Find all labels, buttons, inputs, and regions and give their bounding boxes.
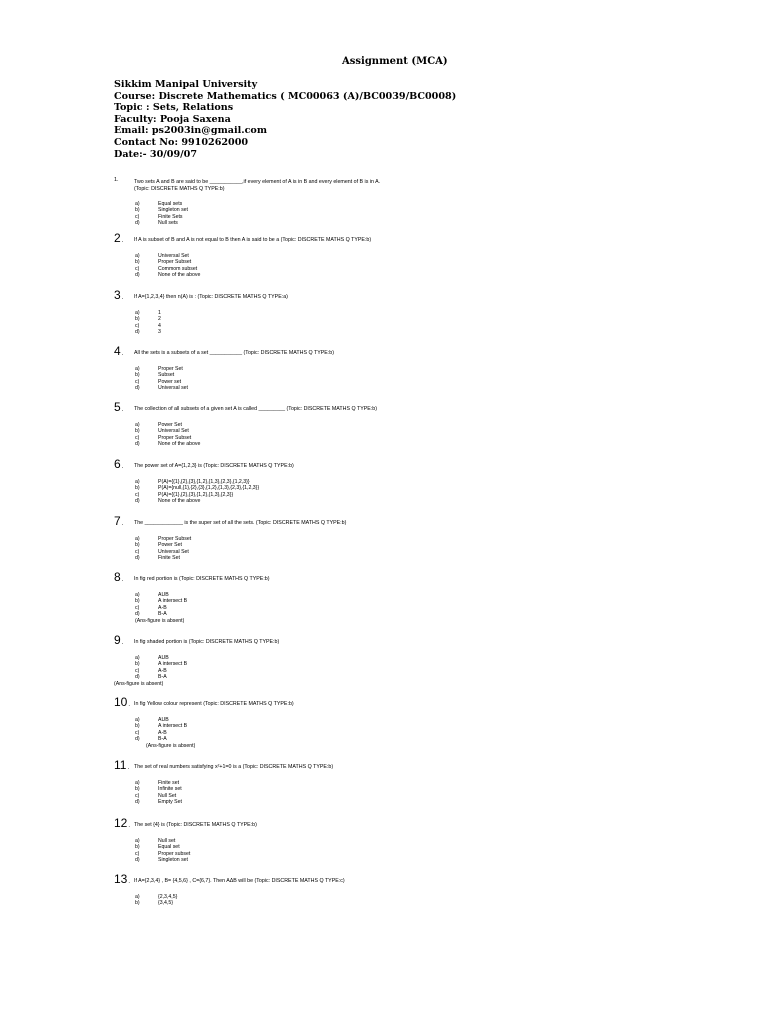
option-list xyxy=(114,592,714,618)
option-row xyxy=(114,498,714,504)
question-item xyxy=(114,346,714,392)
question-text-line: The collection of all subsets of a given set A is called _________ (Topic: DISCRETE MATHS Q TYPE:b) xyxy=(134,406,377,412)
question-number-wrap xyxy=(114,514,123,531)
option-row xyxy=(114,857,714,863)
answer-note: (Ans-figure is absent) xyxy=(135,617,185,624)
question-number-wrap xyxy=(114,695,130,712)
option-row xyxy=(114,385,714,391)
option-text: 2 xyxy=(158,316,161,323)
option-letter: b) xyxy=(135,786,140,793)
option-letter: a) xyxy=(135,479,140,485)
option-text: {2,3,4,5} xyxy=(158,894,178,900)
option-row xyxy=(114,220,714,226)
option-letter: b) xyxy=(135,316,140,323)
option-row xyxy=(114,736,714,742)
question-header xyxy=(114,290,714,306)
option-text: Finite Sets xyxy=(158,213,183,220)
option-letter: c) xyxy=(135,491,140,498)
option-letter: b) xyxy=(135,723,140,730)
topic-line: Topic : Sets, Relations xyxy=(114,102,234,114)
option-text: Proper subset xyxy=(158,850,191,857)
option-row xyxy=(114,674,714,680)
question-number-wrap xyxy=(114,758,129,775)
option-letter: b) xyxy=(135,428,140,435)
option-row xyxy=(114,555,714,561)
option-text: A intersect B xyxy=(158,661,188,668)
question-item xyxy=(114,818,714,864)
option-letter: b) xyxy=(135,542,140,549)
question-number-wrap xyxy=(114,570,123,587)
option-letter: c) xyxy=(135,850,140,857)
question-text xyxy=(134,179,380,192)
option-text: A intersect B xyxy=(158,598,188,605)
faculty-line: Faculty: Pooja Saxena xyxy=(114,113,231,125)
question-header xyxy=(114,572,714,588)
option-text: Infinite set xyxy=(158,786,182,793)
option-letter: a) xyxy=(135,894,140,900)
option-text: Singleton set xyxy=(158,857,188,864)
question-item xyxy=(114,233,714,279)
option-text: None of the above xyxy=(158,272,201,279)
option-list xyxy=(114,894,714,907)
option-letter: b) xyxy=(135,661,140,668)
option-letter: a) xyxy=(135,838,140,844)
question-text xyxy=(134,822,257,829)
question-number-wrap xyxy=(114,457,123,474)
option-text: Proper Subset xyxy=(158,259,192,266)
question-number-wrap xyxy=(114,231,123,248)
option-text: Singleton set xyxy=(158,207,188,214)
question-text xyxy=(134,878,345,885)
question-header xyxy=(114,233,714,249)
question-text-line: The _____________ is the super set of all the sets. (Topic: DISCRETE MATHS Q TYPE:b) xyxy=(134,520,347,526)
option-letter: a) xyxy=(135,366,140,372)
option-text: P(A)={null,{1},{2},{3},{1,2},{1,3},{2,3},{1,2,3}} xyxy=(158,485,260,492)
option-letter: c) xyxy=(135,729,140,736)
question-number-wrap xyxy=(114,872,130,889)
option-text: Power Set xyxy=(158,422,182,428)
option-text: 3 xyxy=(158,329,161,336)
question-number: 4 xyxy=(114,344,121,358)
question-number-wrap xyxy=(114,633,123,650)
date-line: Date:- 30/09/07 xyxy=(114,148,197,160)
question-number-dot: . xyxy=(128,879,131,885)
question-text-line: The set {4} is (Topic: DISCRETE MATHS Q TYPE:b) xyxy=(134,822,257,828)
answer-note: (Ans-figure is absent) xyxy=(114,680,164,687)
question-number-dot: . xyxy=(121,464,124,470)
option-letter: c) xyxy=(135,548,140,555)
option-letter: d) xyxy=(135,329,140,336)
option-letter: a) xyxy=(135,201,140,207)
option-letter: c) xyxy=(135,378,140,385)
option-text: Proper Subset xyxy=(158,434,192,441)
question-header xyxy=(114,874,714,890)
option-text: None of the above xyxy=(158,441,201,448)
option-list xyxy=(114,422,714,448)
question-item xyxy=(114,402,714,448)
option-letter: a) xyxy=(135,592,140,598)
question-item xyxy=(114,874,714,907)
question-header xyxy=(114,175,714,197)
option-letter: d) xyxy=(135,555,140,562)
option-letter: a) xyxy=(135,310,140,316)
option-text: None of the above xyxy=(158,498,201,505)
question-item xyxy=(114,760,714,806)
option-letter: a) xyxy=(135,422,140,428)
question-text xyxy=(134,576,270,583)
option-text: Proper Subset xyxy=(158,536,192,542)
question-item xyxy=(114,516,714,562)
option-letter: d) xyxy=(135,674,140,681)
option-row xyxy=(114,272,714,278)
question-text-line: In fig Yellow colour represent (Topic: DISCRETE MATHS Q TYPE:b) xyxy=(134,701,294,707)
option-letter: c) xyxy=(135,667,140,674)
question-text xyxy=(134,294,288,301)
question-text xyxy=(134,350,334,357)
option-letter: b) xyxy=(135,844,140,851)
option-row xyxy=(114,611,714,617)
option-text: Universal Set xyxy=(158,548,189,555)
option-text: Empty Set xyxy=(158,799,182,806)
option-list xyxy=(114,717,714,743)
question-text-line: If A={1,2,3,4} then n(A) is : (Topic: DISCRETE MATHS Q TYPE:a) xyxy=(134,294,288,300)
option-text: A-B xyxy=(158,729,167,736)
question-text-line: The set of real numbers satisfying x²+1=0 is a (Topic: DISCRETE MATHS Q TYPE:b) xyxy=(134,764,334,770)
option-list xyxy=(114,479,714,505)
question-text xyxy=(134,701,294,708)
question-item xyxy=(114,175,714,227)
question-number-wrap xyxy=(114,344,123,361)
option-letter: a) xyxy=(135,655,140,661)
university-name: Sikkim Manipal University xyxy=(114,79,258,90)
option-letter: d) xyxy=(135,611,140,618)
option-text: Universal Set xyxy=(158,428,189,435)
option-letter: b) xyxy=(135,207,140,214)
option-letter: c) xyxy=(135,604,140,611)
option-text: AUB xyxy=(158,655,169,661)
question-number-dot: . xyxy=(121,295,124,301)
option-list xyxy=(114,201,714,227)
option-text: Equal set xyxy=(158,844,180,851)
option-text: {3,4,5} xyxy=(158,900,174,907)
question-number: 6 xyxy=(114,457,121,471)
option-letter: c) xyxy=(135,265,140,272)
option-text: Null set xyxy=(158,838,176,844)
option-text: P(A)={{1},{2},{3},{1,2},{1,3},{2,3},{1,2,3}} xyxy=(158,479,250,485)
option-list xyxy=(114,253,714,279)
question-number: 3 xyxy=(114,288,121,302)
question-text xyxy=(134,406,377,413)
option-list xyxy=(114,780,714,806)
contact-line: Contact No: 9910262000 xyxy=(114,136,249,148)
question-number-dot: . xyxy=(121,407,124,413)
question-text xyxy=(134,764,333,771)
option-letter: a) xyxy=(135,253,140,259)
question-text-line: In fig shaded portion is (Topic: DISCRETE MATHS Q TYPE:b) xyxy=(134,639,280,645)
option-list xyxy=(114,310,714,336)
question-number-dot: . xyxy=(121,521,124,527)
question-number-wrap xyxy=(114,816,130,833)
option-text: P(A)={{1},{2},{3},{1,2},{1,3},{2,3}} xyxy=(158,491,234,498)
question-number: 9 xyxy=(114,633,121,647)
option-text: A-B xyxy=(158,667,167,674)
question-item xyxy=(114,290,714,336)
option-letter: d) xyxy=(135,272,140,279)
option-list xyxy=(114,655,714,681)
question-number-dot: . xyxy=(128,823,131,829)
option-text: Null sets xyxy=(158,220,178,227)
option-text: AUB xyxy=(158,592,169,598)
option-text: 1 xyxy=(158,310,161,316)
question-header xyxy=(114,402,714,418)
question-number-dot: . xyxy=(121,351,124,357)
question-text xyxy=(134,520,346,527)
document-header xyxy=(114,79,456,160)
option-text: Commom subset xyxy=(158,265,198,272)
question-number: 13 xyxy=(114,872,128,886)
question-header xyxy=(114,635,714,651)
option-text: Universal set xyxy=(158,385,188,392)
question-item xyxy=(114,697,714,749)
question-number: 12 xyxy=(114,816,128,830)
option-text: Subset xyxy=(158,372,175,379)
option-letter: d) xyxy=(135,220,140,227)
option-list xyxy=(114,366,714,392)
question-header xyxy=(114,760,714,776)
option-text: Equal sets xyxy=(158,201,183,207)
question-text-line: If A={2,3,4} , B= {4,5,6} , C={6,7}. Then AΔB will be (Topic: DISCRETE MATHS Q TYPE:c) xyxy=(134,878,345,884)
question-header xyxy=(114,459,714,475)
option-letter: a) xyxy=(135,780,140,786)
question-number: 8 xyxy=(114,570,121,584)
option-text: Power set xyxy=(158,378,182,385)
question-text-line: Two sets A and B are said to be ___________,if every element of A is in B and every element of B is in A. xyxy=(134,179,381,185)
option-row xyxy=(114,329,714,335)
option-letter: b) xyxy=(135,485,140,492)
question-text-line: All the sets is a subsets of a set ___________ (Topic: DISCRETE MATHS Q TYPE:b) xyxy=(134,350,334,356)
question-header xyxy=(114,697,714,713)
option-list xyxy=(114,536,714,562)
question-number-dot: . xyxy=(128,702,131,708)
option-text: Proper Set xyxy=(158,366,183,372)
question-number-dot: . xyxy=(121,238,124,244)
option-row xyxy=(114,799,714,805)
option-list xyxy=(114,838,714,864)
question-number: 10 xyxy=(114,695,128,709)
question-header xyxy=(114,346,714,362)
option-letter: b) xyxy=(135,598,140,605)
option-text: A-B xyxy=(158,604,167,611)
question-number-dot: . xyxy=(127,765,130,771)
question-number-wrap xyxy=(114,288,123,305)
question-text-line: (Topic: DISCRETE MATHS Q TYPE:b) xyxy=(134,185,225,192)
option-letter: b) xyxy=(135,900,140,907)
option-text: A intersect B xyxy=(158,723,188,730)
question-item xyxy=(114,635,714,687)
option-letter: c) xyxy=(135,213,140,220)
option-letter: a) xyxy=(135,536,140,542)
option-text: Universal Set xyxy=(158,253,189,259)
question-number-wrap xyxy=(114,400,123,417)
course-line: Course: Discrete Mathematics ( MC00063 (A)/BC0039/BC0008) xyxy=(114,90,457,102)
question-text-line: If A is subset of B and A is not equal to B then A is said to be a (Topic: DISCRETE MATHS Q TYPE:b) xyxy=(134,237,372,243)
option-text: Finite set xyxy=(158,780,180,786)
option-text: Finite Set xyxy=(158,555,180,562)
option-letter: a) xyxy=(135,717,140,723)
option-row xyxy=(114,900,714,906)
option-text: B-A xyxy=(158,611,167,618)
option-text: Null Set xyxy=(158,792,177,799)
question-item xyxy=(114,572,714,624)
option-letter: c) xyxy=(135,792,140,799)
option-letter: b) xyxy=(135,259,140,266)
option-text: B-A xyxy=(158,736,167,743)
option-letter: d) xyxy=(135,799,140,806)
option-letter: d) xyxy=(135,498,140,505)
option-letter: d) xyxy=(135,736,140,743)
question-item xyxy=(114,459,714,505)
answer-note: (Ans-figure is absent) xyxy=(146,742,196,749)
option-text: Power Set xyxy=(158,542,182,549)
option-letter: c) xyxy=(135,322,140,329)
question-number: 11 xyxy=(114,758,127,772)
question-number-dot: . xyxy=(121,577,124,583)
question-number: 1. xyxy=(114,177,119,183)
question-number-dot: . xyxy=(121,640,124,646)
question-number: 2 xyxy=(114,231,121,245)
question-text xyxy=(134,463,294,470)
option-letter: d) xyxy=(135,857,140,864)
option-text: 4 xyxy=(158,322,161,329)
option-text: B-A xyxy=(158,674,167,681)
option-letter: d) xyxy=(135,441,140,448)
option-text: AUB xyxy=(158,717,169,723)
option-letter: c) xyxy=(135,434,140,441)
question-text-line: In fig red portion is (Topic: DISCRETE MATHS Q TYPE:b) xyxy=(134,576,270,582)
question-number: 5 xyxy=(114,400,121,414)
question-text xyxy=(134,237,371,244)
email-line: Email: ps2003in@gmail.com xyxy=(114,125,267,137)
assignment-title: Assignment (MCA) xyxy=(342,56,448,67)
option-row xyxy=(114,441,714,447)
question-header xyxy=(114,516,714,532)
option-letter: d) xyxy=(135,385,140,392)
option-letter: b) xyxy=(135,372,140,379)
question-text xyxy=(134,639,279,646)
question-number: 7 xyxy=(114,514,121,528)
question-header xyxy=(114,818,714,834)
question-text-line: The power set of A={1,2,3} is (Topic: DISCRETE MATHS Q TYPE:b) xyxy=(134,463,294,469)
